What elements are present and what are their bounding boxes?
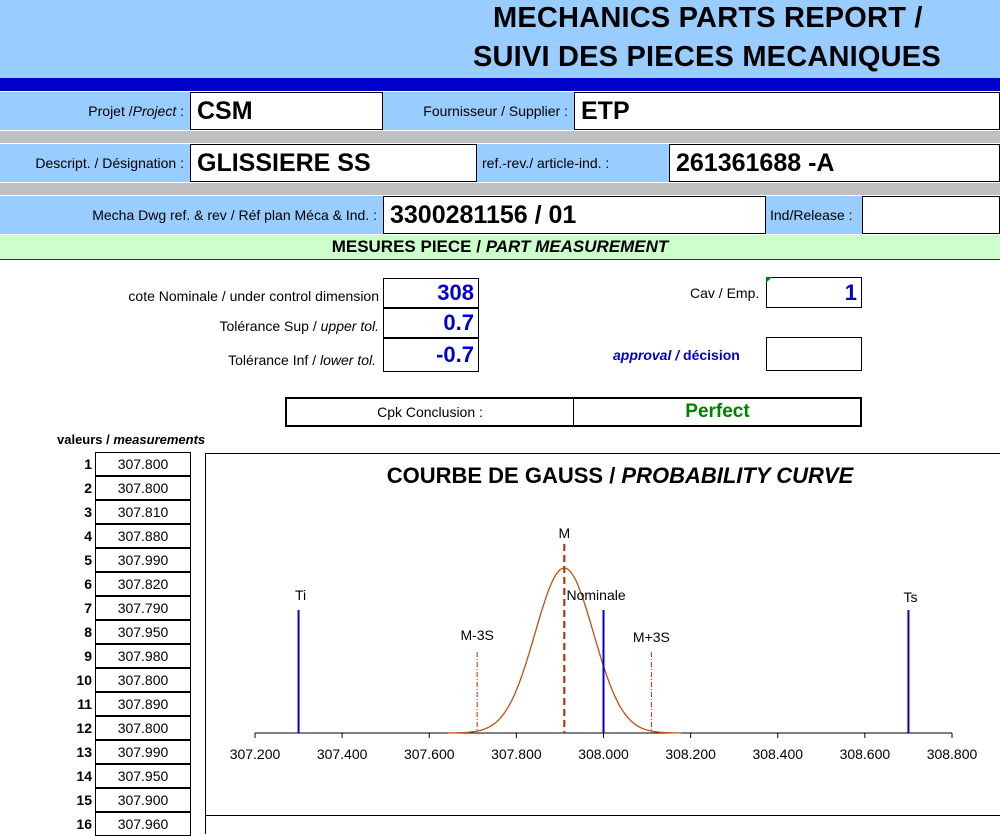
reference-value[interactable]: 261361688 -A: [669, 144, 1000, 182]
measurement-value[interactable]: 307.820: [95, 572, 191, 596]
project-label-en: Project: [132, 103, 177, 119]
measurement-value[interactable]: 307.960: [95, 812, 191, 836]
measurement-index: 2: [84, 480, 92, 496]
marker-label-ts: Ts: [903, 589, 918, 605]
nominal-value[interactable]: 308: [383, 278, 479, 308]
measurement-index: 1: [84, 456, 92, 472]
measurements-heading-fr: valeurs /: [57, 432, 114, 447]
lower-tol-label-en: lower tol.: [319, 352, 376, 368]
designation-label: Descript. / Désignation :: [0, 144, 190, 182]
x-tick-label: 308.800: [926, 746, 978, 762]
measurement-index: 12: [76, 720, 92, 736]
measurement-value[interactable]: 307.890: [95, 692, 191, 716]
measurement-index: 11: [77, 696, 92, 712]
measurement-value[interactable]: 307.790: [95, 596, 191, 620]
nominal-label: cote Nominale / under control dimension: [128, 288, 379, 304]
measurement-index: 16: [76, 816, 92, 832]
report-title-line2: SUIVI DES PIECES MECANIQUES: [473, 41, 941, 73]
cpk-value[interactable]: Perfect: [685, 401, 750, 422]
measurement-index: 10: [76, 672, 92, 688]
marker-label-m-3s: M+3S: [632, 629, 670, 645]
measurement-index: 6: [84, 576, 92, 592]
section-title-en: PART MEASUREMENT: [485, 237, 669, 256]
measurement-value[interactable]: 307.800: [95, 716, 191, 740]
measurement-index: 15: [76, 792, 92, 808]
supplier-label: Fournisseur / Supplier :: [383, 92, 574, 130]
measurement-value[interactable]: 307.800: [95, 476, 191, 500]
measurement-value[interactable]: 307.950: [95, 620, 191, 644]
project-value[interactable]: CSM: [190, 92, 383, 130]
project-label-fr: Projet /: [88, 103, 133, 119]
measurement-value[interactable]: 307.950: [95, 764, 191, 788]
measurement-value[interactable]: 307.810: [95, 500, 191, 524]
measurement-value[interactable]: 307.880: [95, 524, 191, 548]
measurement-index: 9: [84, 648, 92, 664]
release-label: Ind/Release :: [766, 196, 862, 234]
chart-title-fr: COURBE DE GAUSS /: [386, 463, 622, 488]
reference-label: ref.-rev./ article-ind. :: [477, 144, 669, 182]
measurement-value[interactable]: 307.990: [95, 740, 191, 764]
x-tick-label: 307.200: [229, 746, 281, 762]
drawing-ref-value[interactable]: 3300281156 / 01: [383, 196, 766, 234]
lower-tol-value[interactable]: -0.7: [383, 338, 479, 372]
x-tick-label: 308.600: [839, 746, 891, 762]
x-tick-label: 308.000: [578, 746, 629, 762]
measurement-value[interactable]: 307.800: [95, 452, 191, 476]
measurements-heading-en: measurements: [113, 432, 206, 447]
approval-label-b: décision: [683, 347, 740, 363]
supplier-value[interactable]: ETP: [574, 92, 1000, 130]
upper-tol-value[interactable]: 0.7: [383, 308, 479, 338]
drawing-ref-label: Mecha Dwg ref. & rev / Réf plan Méca & Ind. :: [0, 196, 383, 234]
report-title-line1: MECHANICS PARTS REPORT /: [493, 2, 923, 34]
measurement-index: 3: [84, 504, 92, 520]
x-tick-label: 308.200: [665, 746, 716, 762]
measurement-index: 4: [84, 528, 92, 544]
marker-label-m: M: [558, 525, 571, 541]
measurement-index: 5: [84, 552, 92, 568]
measurement-index: 13: [76, 744, 92, 760]
upper-tol-label-fr: Tolérance Sup /: [219, 318, 321, 334]
measurement-value[interactable]: 307.900: [95, 788, 191, 812]
cavity-label: Cav / Emp.: [690, 285, 760, 301]
designation-value[interactable]: GLISSIERE SS: [190, 144, 477, 182]
cavity-value[interactable]: 1: [766, 277, 862, 308]
section-title-fr: MESURES PIECE /: [331, 237, 481, 256]
measurement-index: 8: [84, 624, 92, 640]
cpk-label: Cpk Conclusion :: [287, 399, 574, 425]
x-tick-label: 307.800: [491, 746, 542, 762]
upper-tol-label-en: upper tol.: [320, 318, 379, 334]
measurement-value[interactable]: 307.800: [95, 668, 191, 692]
lower-tol-label-fr: Tolérance Inf /: [228, 352, 320, 368]
marker-label-ti: Ti: [294, 587, 307, 603]
x-tick-label: 307.400: [316, 746, 368, 762]
measurement-value[interactable]: 307.990: [95, 548, 191, 572]
x-tick-label: 308.400: [752, 746, 804, 762]
marker-label-nominale: Nominale: [566, 587, 626, 603]
measurement-value[interactable]: 307.980: [95, 644, 191, 668]
approval-label-a: approval /: [613, 347, 684, 363]
measurement-index: 7: [84, 600, 92, 616]
x-tick-label: 307.600: [403, 746, 455, 762]
marker-label-m-3s: M-3S: [460, 627, 494, 643]
measurement-index: 14: [76, 768, 92, 784]
project-label: Projet / Project :: [0, 92, 190, 130]
chart-title-en: PROBABILITY CURVE: [621, 463, 854, 488]
